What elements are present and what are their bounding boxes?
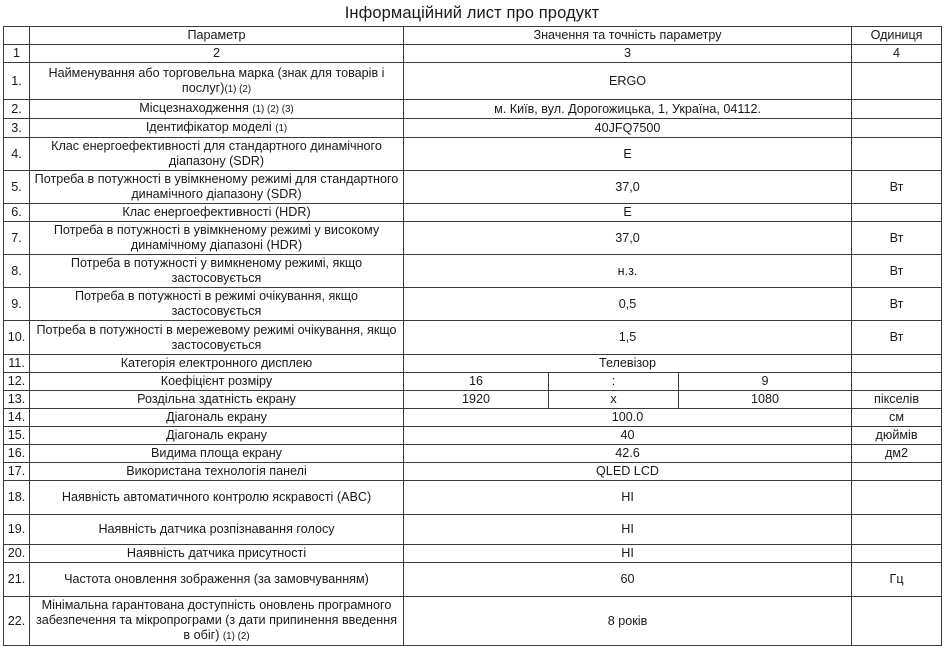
parameter-value: 60: [404, 563, 852, 597]
table-row: [4, 409, 942, 427]
row-number: 17.: [4, 463, 30, 481]
row-number: 18.: [4, 481, 30, 515]
parameter-unit: [852, 515, 942, 545]
table-row: [4, 373, 942, 391]
parameter-text: Найменування або торговельна марка (знак для товарів і послуг): [48, 65, 385, 95]
parameter-value: н.з.: [404, 255, 852, 288]
parameter-value: E: [404, 204, 852, 222]
table-row: [4, 222, 942, 255]
table-row: [4, 355, 942, 373]
table-row: [4, 597, 942, 646]
parameter-unit: см: [852, 409, 942, 427]
parameter-value: Телевізор: [404, 355, 852, 373]
row-number: 10.: [4, 321, 30, 355]
header-cell-parameter: Параметр: [30, 27, 404, 45]
parameter-unit: [852, 138, 942, 171]
parameter-unit: [852, 373, 942, 391]
parameter-name: [30, 138, 404, 171]
parameter-name: [30, 63, 404, 100]
parameter-name: [30, 171, 404, 204]
parameter-value-part: 16: [404, 373, 549, 391]
colnum-3: 3: [404, 45, 852, 63]
parameter-text: Ідентифікатор моделі: [145, 120, 276, 134]
parameter-footnote-markers: (1): [275, 123, 288, 134]
parameter-name: [30, 204, 404, 222]
colnum-4: 4: [852, 45, 942, 63]
row-number: 21.: [4, 563, 30, 597]
parameter-text: Потреба в потужності у вимкненому режимі, якщо застосовується: [70, 256, 363, 285]
table-row: [4, 515, 942, 545]
row-number: 3.: [4, 119, 30, 138]
parameter-name: [30, 445, 404, 463]
product-spec-table: [3, 26, 942, 646]
parameter-text: Діагональ екрану: [166, 410, 267, 424]
table-row: [4, 255, 942, 288]
parameter-value: E: [404, 138, 852, 171]
table-row: [4, 445, 942, 463]
row-number: 9.: [4, 288, 30, 321]
table-row: [4, 391, 942, 409]
header-cell-number: [4, 27, 30, 45]
parameter-value: 37,0: [404, 222, 852, 255]
parameter-name: [30, 222, 404, 255]
parameter-unit: Вт: [852, 222, 942, 255]
parameter-value-part: 9: [679, 373, 852, 391]
parameter-value: 8 років: [404, 597, 852, 646]
row-number: 22.: [4, 597, 30, 646]
parameter-text: Наявність автоматичного контролю яскравості (ABC): [61, 490, 372, 504]
row-number: 14.: [4, 409, 30, 427]
parameter-value: 40JFQ7500: [404, 119, 852, 138]
parameter-text: Видима площа екрану: [151, 446, 282, 460]
parameter-unit: [852, 119, 942, 138]
column-number-row: [4, 45, 942, 63]
parameter-text: Потреба в потужності в увімкненому режимі у високому динамічному діапазоні (HDR): [53, 223, 380, 252]
parameter-value: м. Київ, вул. Дорогожицька, 1, Україна, 04112.: [404, 100, 852, 119]
parameter-text: Клас енергоефективності для стандартного динамічного діапазону (SDR): [51, 139, 382, 168]
table-row: [4, 171, 942, 204]
row-number: 11.: [4, 355, 30, 373]
parameter-name: [30, 427, 404, 445]
parameter-value: 37,0: [404, 171, 852, 204]
parameter-footnote-markers: (1) (2): [224, 83, 252, 95]
table-row: [4, 563, 942, 597]
table-row: [4, 63, 942, 100]
colnum-2: 2: [30, 45, 404, 63]
parameter-unit: дм2: [852, 445, 942, 463]
parameter-unit: [852, 100, 942, 119]
colnum-1: 1: [4, 45, 30, 63]
parameter-value-part: х: [549, 391, 679, 409]
parameter-name: [30, 255, 404, 288]
parameter-name: [30, 409, 404, 427]
header-row: [4, 27, 942, 45]
row-number: 16.: [4, 445, 30, 463]
parameter-value: НІ: [404, 515, 852, 545]
parameter-text: Потреба в потужності в увімкненому режимі для стандартного динамічного діапазону (SDR): [34, 172, 399, 201]
parameter-name: [30, 119, 404, 138]
parameter-text: Використана технологія панелі: [126, 464, 307, 478]
row-number: 12.: [4, 373, 30, 391]
parameter-value-part: 1080: [679, 391, 852, 409]
row-number: 13.: [4, 391, 30, 409]
parameter-name: [30, 563, 404, 597]
parameter-text: Наявність датчика присутності: [126, 546, 307, 560]
parameter-value: 100.0: [404, 409, 852, 427]
header-cell-value: Значення та точність параметру: [404, 27, 852, 45]
parameter-value: 1,5: [404, 321, 852, 355]
table-row: [4, 138, 942, 171]
parameter-name: [30, 391, 404, 409]
parameter-value-part: 1920: [404, 391, 549, 409]
parameter-text: Місцезнаходження: [139, 101, 253, 115]
parameter-text: Коефіцієнт розміру: [160, 374, 273, 388]
parameter-unit: дюймів: [852, 427, 942, 445]
parameter-value: 0,5: [404, 288, 852, 321]
row-number: 6.: [4, 204, 30, 222]
parameter-text: Наявність датчика розпізнавання голосу: [98, 522, 335, 536]
parameter-name: [30, 481, 404, 515]
table-row: [4, 119, 942, 138]
parameter-name: [30, 288, 404, 321]
parameter-value: НІ: [404, 545, 852, 563]
table-row: [4, 204, 942, 222]
parameter-name: [30, 373, 404, 391]
table-row: [4, 481, 942, 515]
table-row: [4, 427, 942, 445]
parameter-text: Мінімальна гарантована доступність оновлень програмного забезпечення та мікропрограми (з дати припинення введення в обіг): [35, 598, 398, 642]
row-number: 20.: [4, 545, 30, 563]
parameter-unit: Гц: [852, 563, 942, 597]
parameter-unit: [852, 463, 942, 481]
parameter-value: 42.6: [404, 445, 852, 463]
row-number: 7.: [4, 222, 30, 255]
parameter-unit: Вт: [852, 255, 942, 288]
table-header: [4, 27, 942, 63]
header-cell-unit: Одиниця: [852, 27, 942, 45]
row-number: 4.: [4, 138, 30, 171]
table-row: [4, 100, 942, 119]
parameter-footnote-markers: (1) (2): [222, 631, 250, 642]
table-row: [4, 463, 942, 481]
row-number: 2.: [4, 100, 30, 119]
parameter-text: Категорія електронного дисплею: [120, 356, 313, 370]
parameter-text: Роздільна здатність екрану: [137, 392, 296, 406]
parameter-unit: пікселів: [852, 391, 942, 409]
page-title: Інформаційний лист про продукт: [344, 4, 600, 22]
parameter-unit: [852, 545, 942, 563]
parameter-name: [30, 321, 404, 355]
row-number: 15.: [4, 427, 30, 445]
parameter-unit: [852, 204, 942, 222]
parameter-value: ERGO: [404, 63, 852, 100]
table-body: [4, 63, 942, 646]
parameter-text: Частота оновлення зображення (за замовчуванням): [64, 572, 369, 586]
parameter-unit: [852, 597, 942, 646]
parameter-value-part: :: [549, 373, 679, 391]
parameter-name: [30, 463, 404, 481]
parameter-text: Потреба в потужності в мережевому режимі очікування, якщо застосовується: [36, 322, 397, 352]
parameter-name: [30, 545, 404, 563]
parameter-name: [30, 515, 404, 545]
parameter-name: [30, 100, 404, 119]
parameter-value: QLED LCD: [404, 463, 852, 481]
parameter-unit: [852, 63, 942, 100]
parameter-text: Діагональ екрану: [166, 428, 267, 442]
row-number: 8.: [4, 255, 30, 288]
table-row: [4, 321, 942, 355]
parameter-unit: [852, 355, 942, 373]
row-number: 5.: [4, 171, 30, 204]
parameter-unit: Вт: [852, 171, 942, 204]
table-row: [4, 545, 942, 563]
parameter-value: НІ: [404, 481, 852, 515]
parameter-text: Клас енергоефективності (HDR): [122, 205, 311, 219]
row-number: 19.: [4, 515, 30, 545]
parameter-value: 40: [404, 427, 852, 445]
parameter-unit: Вт: [852, 288, 942, 321]
parameter-text: Потреба в потужності в режимі очікування, якщо застосовується: [74, 289, 358, 318]
parameter-footnote-markers: (1) (2) (3): [252, 104, 294, 115]
parameter-unit: [852, 481, 942, 515]
table-row: [4, 288, 942, 321]
row-number: 1.: [4, 63, 30, 100]
parameter-name: [30, 597, 404, 646]
parameter-name: [30, 355, 404, 373]
parameter-unit: Вт: [852, 321, 942, 355]
